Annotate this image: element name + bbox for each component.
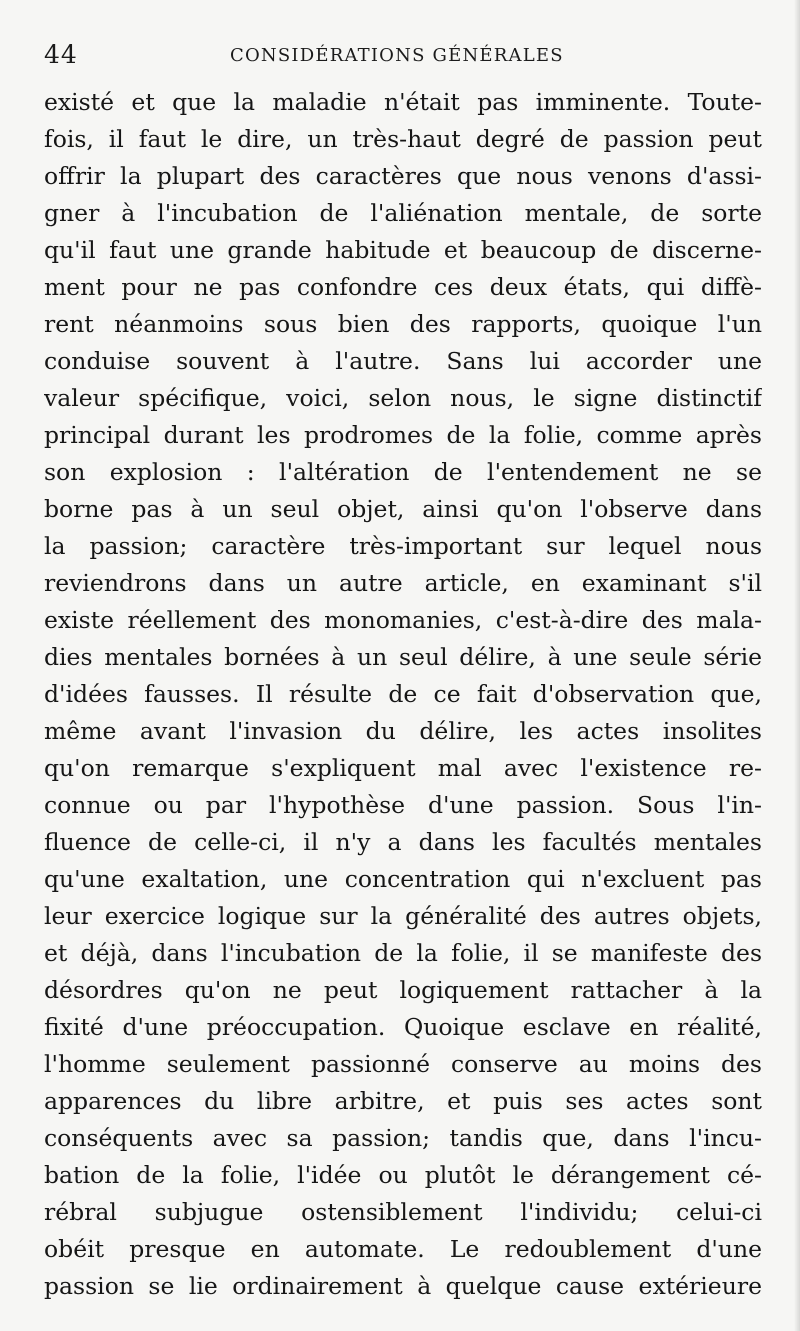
text-line: conduise souvent à l'autre. Sans lui accorder une [44, 347, 762, 375]
text-line: principal durant les prodromes de la folie, comme après [44, 421, 762, 449]
text-line: fois, il faut le dire, un très-haut degré de passion peut [44, 125, 762, 153]
text-line: ment pour ne pas confondre ces deux états, qui diffè- [44, 273, 762, 301]
text-line: son explosion : l'altération de l'entendement ne se [44, 458, 762, 486]
page-edge-shadow [794, 0, 800, 1331]
text-line: dies mentales bornées à un seul délire, à une seule série [44, 643, 762, 671]
text-line: existe réellement des monomanies, c'est-à-dire des mala- [44, 606, 762, 634]
text-line: conséquents avec sa passion; tandis que, dans l'incu- [44, 1124, 762, 1152]
text-line: d'idées fausses. Il résulte de ce fait d'observation que, [44, 680, 762, 708]
text-line: reviendrons dans un autre article, en examinant s'il [44, 569, 762, 597]
text-line: borne pas à un seul objet, ainsi qu'on l'observe dans [44, 495, 762, 523]
text-line: qu'on remarque s'expliquent mal avec l'existence re- [44, 754, 762, 782]
text-line: rébral subjugue ostensiblement l'individu; celui-ci [44, 1198, 762, 1226]
text-line: même avant l'invasion du délire, les actes insolites [44, 717, 762, 745]
page-header [44, 40, 764, 80]
page-number: 44 [44, 40, 78, 69]
text-line: gner à l'incubation de l'aliénation mentale, de sorte [44, 199, 762, 227]
text-line: existé et que la maladie n'était pas imminente. Toute- [44, 88, 762, 116]
text-line: désordres qu'on ne peut logiquement rattacher à la [44, 976, 762, 1004]
text-line: obéit presque en automate. Le redoublement d'une [44, 1235, 762, 1263]
text-line: offrir la plupart des caractères que nous venons d'assi- [44, 162, 762, 190]
text-line: la passion; caractère très-important sur lequel nous [44, 532, 762, 560]
text-line: apparences du libre arbitre, et puis ses actes sont [44, 1087, 762, 1115]
running-title: CONSIDÉRATIONS GÉNÉRALES [230, 45, 564, 66]
text-line: valeur spécifique, voici, selon nous, le signe distinctif [44, 384, 762, 412]
text-line: l'homme seulement passionné conserve au moins des [44, 1050, 762, 1078]
text-line: fixité d'une préoccupation. Quoique esclave en réalité, [44, 1013, 762, 1041]
text-line: bation de la folie, l'idée ou plutôt le dérangement cé- [44, 1161, 762, 1189]
text-line: qu'une exaltation, une concentration qui n'excluent pas [44, 865, 762, 893]
text-line: fluence de celle-ci, il n'y a dans les facultés mentales [44, 828, 762, 856]
text-line: leur exercice logique sur la généralité des autres objets, [44, 902, 762, 930]
text-line: et déjà, dans l'incubation de la folie, il se manifeste des [44, 939, 762, 967]
body-text [44, 84, 762, 1305]
text-line: connue ou par l'hypothèse d'une passion. Sous l'in- [44, 791, 762, 819]
text-line: rent néanmoins sous bien des rapports, quoique l'un [44, 310, 762, 338]
text-line: qu'il faut une grande habitude et beaucoup de discerne- [44, 236, 762, 264]
text-line: passion se lie ordinairement à quelque cause extérieure [44, 1272, 762, 1300]
